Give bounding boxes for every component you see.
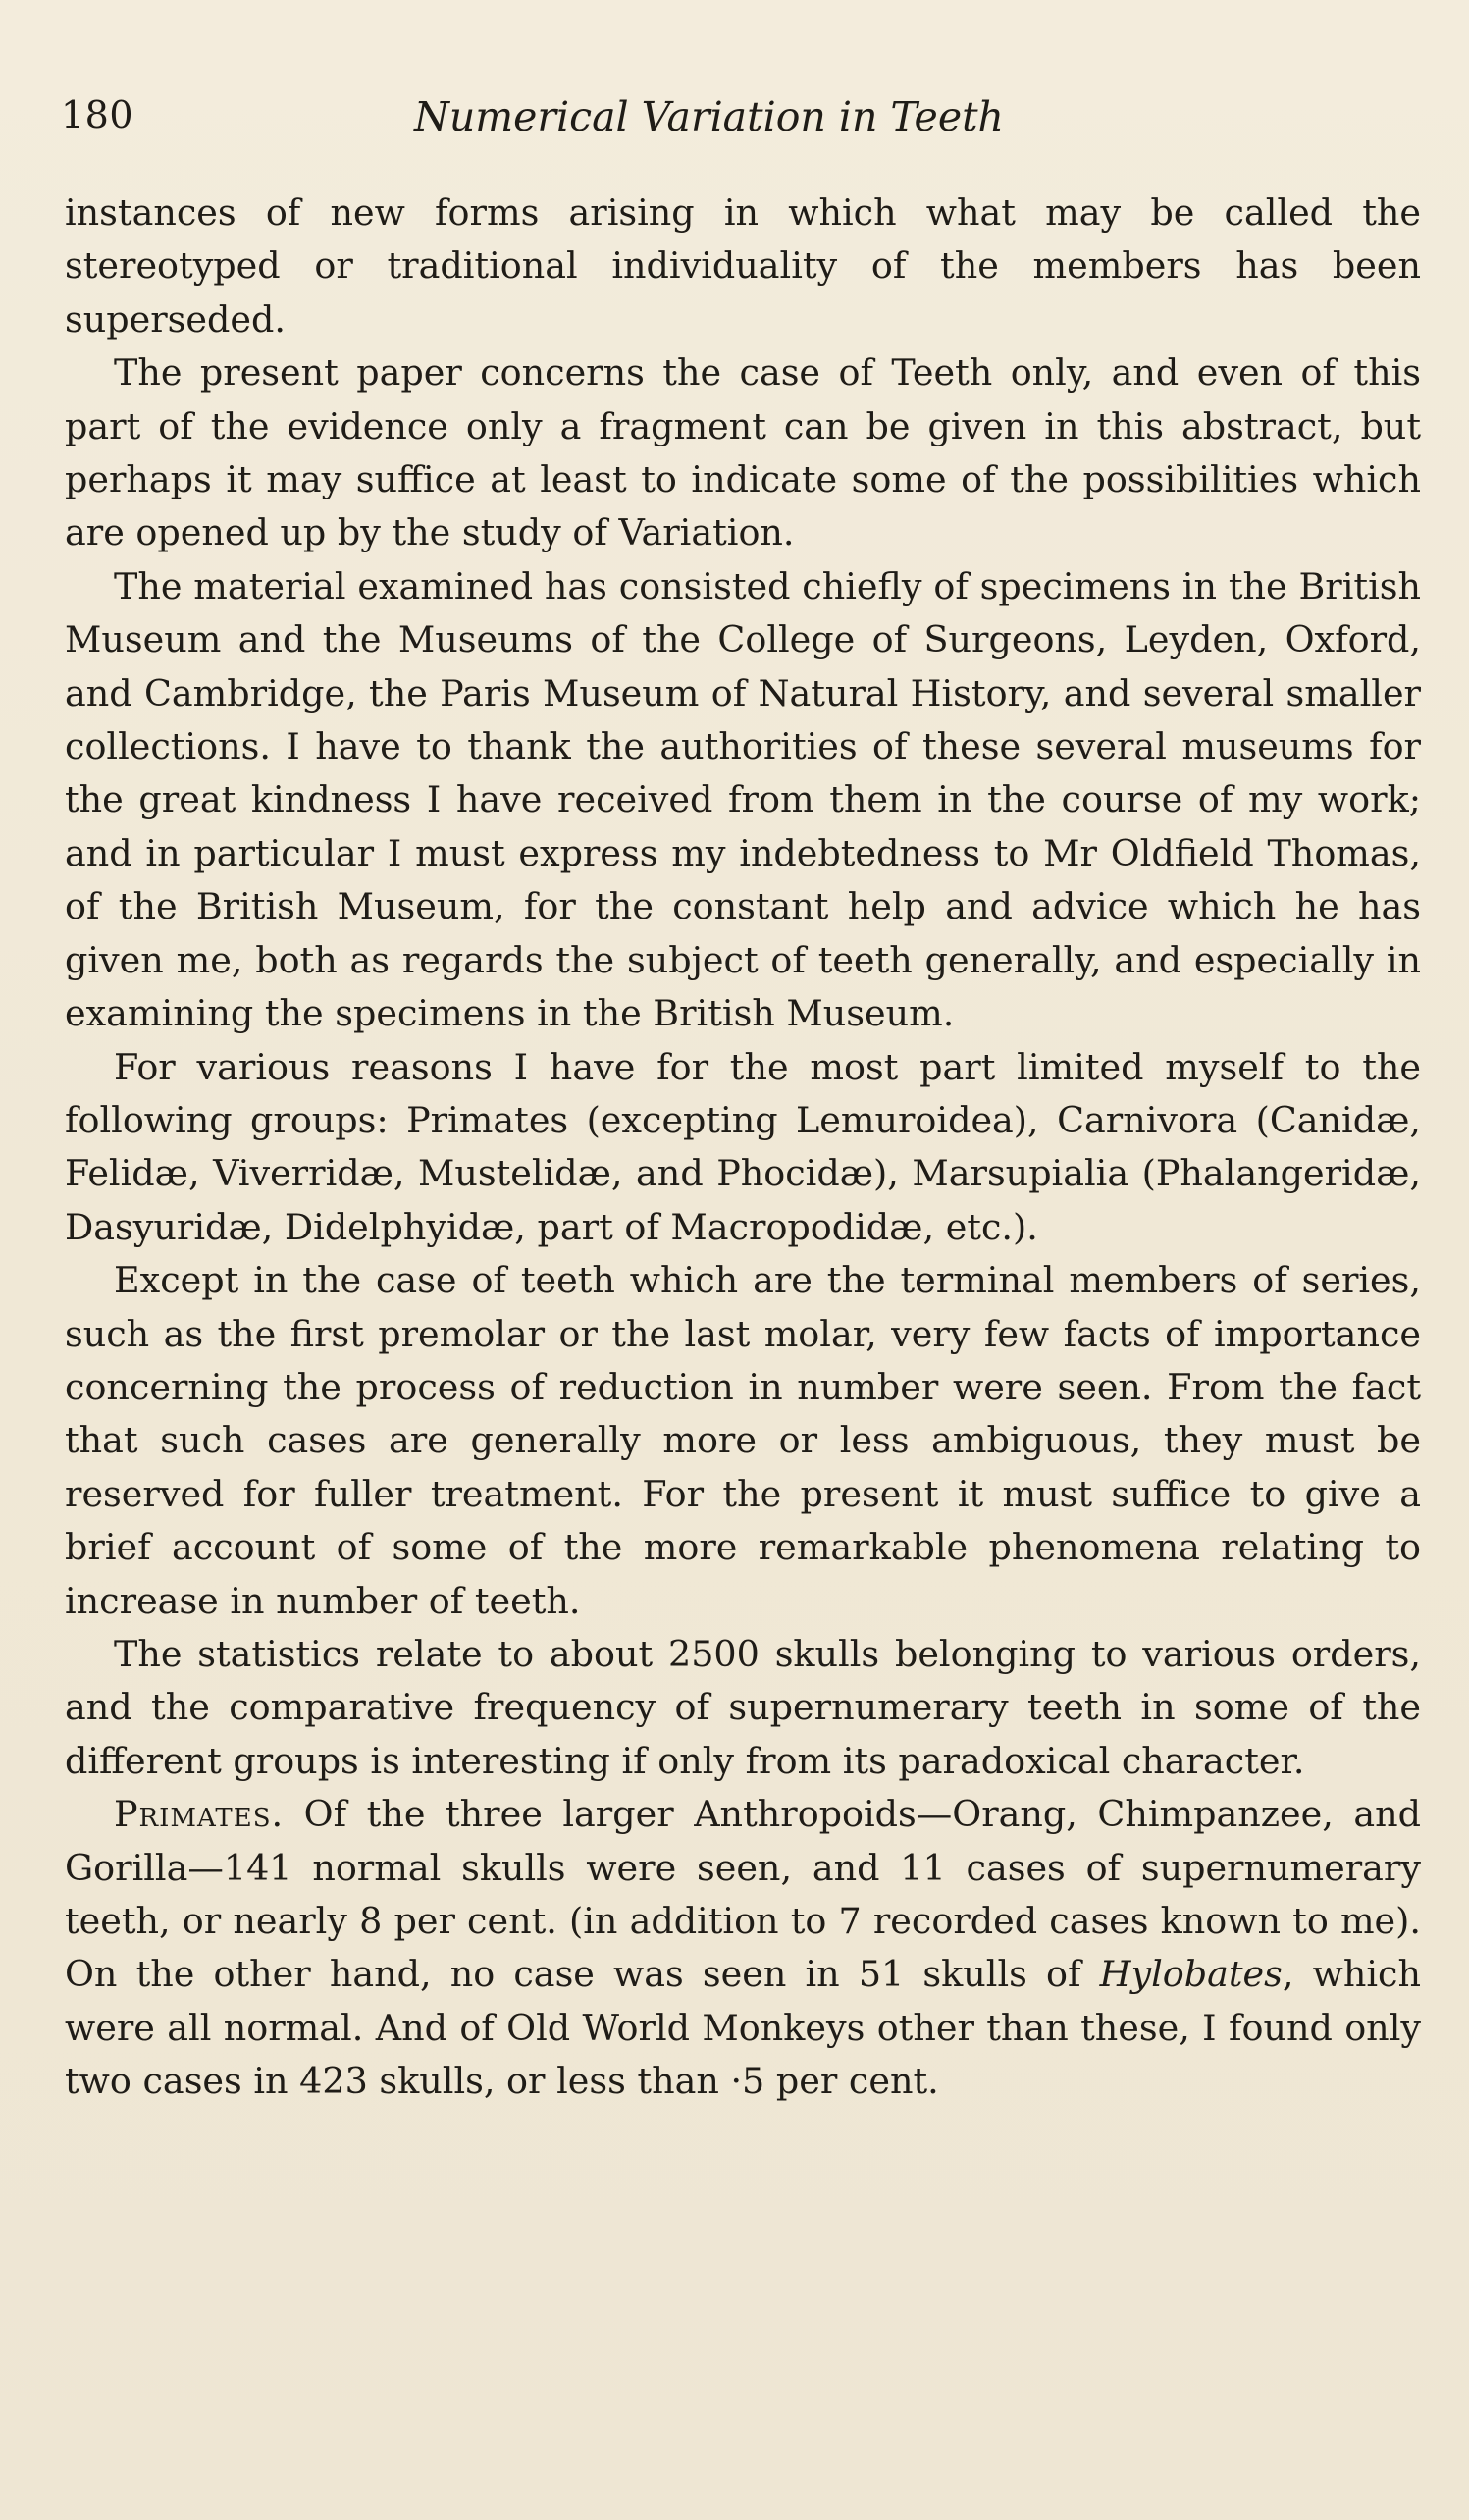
primates-text-a: Of the three larger Anthropoids—Orang, Chimpanzee, and Gorilla—141 normal skulls were seen, and 11 cases of supernumerary teeth, or nearly 8 per cent. (in addition to 7 recorded cases known to me). On the other hand, no case was seen in 51 skulls of <box>65 1793 1421 1996</box>
paragraph-reduction: Except in the case of teeth which are the terminal members of series, such as the first premolar or the last molar, very few facts of importance concerning the process of reduction in number were seen. From the fact that such cases are generally more or less ambiguous, they must be reserved for fuller treatment. For the present it must suffice to give a brief account of some of the more remarkable phenomena relating to increase in number of teeth. <box>65 1259 1421 1622</box>
paragraph-present-paper: The present paper concerns the case of Teeth only, and even of this part of the evidence only a fragment can be given in this abstract, but perhaps it may suffice at least to indicate some of the possibilities which are opened up by the study of Variation. <box>65 351 1421 554</box>
paragraph-continuation: instances of new forms arising in which what may be called the stereotyped or traditional individuality of the members has been superseded. <box>65 191 1421 341</box>
paragraph-groups: For various reasons I have for the most part limited myself to the following groups: Primates (excepting Lemuroidea), Carnivora (Canidæ, Felidæ, Viverridæ, Mustelidæ, and Phocidæ), Marsupialia (Phalangeridæ, Dasyuridæ, Didelphyidæ, part of Macropodidæ, etc.). <box>65 1045 1421 1248</box>
section-lead-primates: Primates. <box>114 1793 285 1836</box>
paragraph-primates <box>65 1788 1421 2108</box>
page-number: 180 <box>61 93 134 136</box>
running-title: Numerical Variation in Teeth <box>414 93 1004 140</box>
genus-hylobates: Hylobates <box>1099 1953 1283 1996</box>
paragraph-statistics: The statistics relate to about 2500 skulls belonging to various orders, and the comparative frequency of supernumerary teeth in some of the different groups is interesting if only from its paradoxical character. <box>65 1632 1421 1782</box>
paragraph-material-examined: The material examined has consisted chiefly of specimens in the British Museum and the Museums of the College of Surgeons, Leyden, Oxford, and Cambridge, the Paris Museum of Natural History, and several smaller collections. I have to thank the authorities of these several museums for the great kindness I have received from them in the course of my work; and in particular I must express my indebtedness to Mr Oldfield Thomas, of the British Museum, for the constant help and advice which he has given me, both as regards the subject of teeth generally, and especially in examining the specimens in the British Museum. <box>65 564 1421 1035</box>
body-text <box>65 186 1421 2109</box>
primates-text-b: , which were all normal. And of Old World Monkeys other than these, I found only two cases in 423 skulls, or less than ·5 per cent. <box>65 1953 1421 2103</box>
running-header <box>61 93 1081 162</box>
